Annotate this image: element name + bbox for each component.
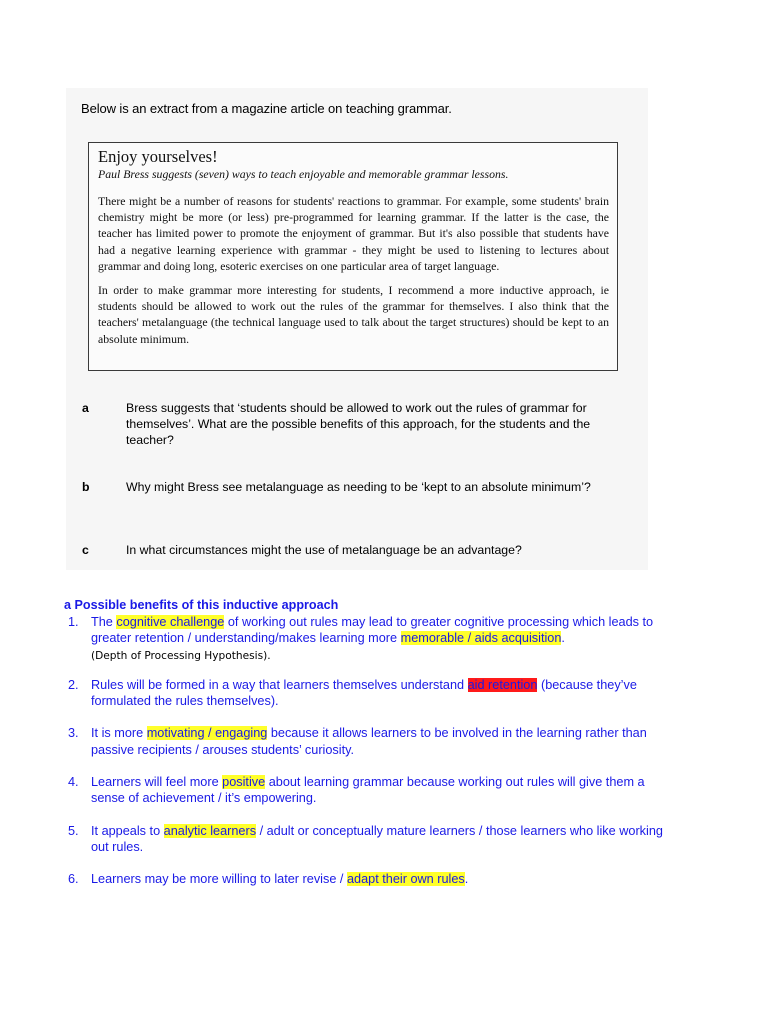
article-paragraph: In order to make grammar more interesting for students, I recommend a more inductive approach, ie students should be allowed to work out the rules of the grammar for themselves. I also think that the teachers' metalanguage (the technical language used to talk about the target structures) should be kept to an absolute minimum. [98, 283, 609, 346]
list-item [64, 725, 674, 758]
item-number: 2. [68, 677, 79, 692]
question-letter: a [82, 401, 89, 415]
item-text: (because they’ve formulated the rules themselves). [91, 677, 637, 709]
highlight: positive [222, 775, 266, 790]
list-item [64, 871, 674, 887]
item-number: 4. [68, 775, 79, 790]
extract-intro: Below is an extract from a magazine article on teaching grammar. [81, 101, 452, 116]
item-text: . [561, 631, 565, 646]
highlight: adapt their own rules [346, 872, 465, 887]
question-text: Why might Bress see metalanguage as needing to be ‘kept to an absolute minimum’? [126, 480, 591, 494]
highlight: cognitive challenge [116, 615, 225, 629]
item-text: The [91, 615, 117, 629]
item-number: 5. [68, 823, 79, 838]
item-text: It appeals to [91, 823, 164, 838]
highlight: aid retention [467, 677, 538, 692]
article-subtitle: Paul Bress suggests (seven) ways to teach enjoyable and memorable grammar lessons. [98, 167, 509, 181]
article-paragraph: There might be a number of reasons for students' reactions to grammar. For example, some students' brain chemistry might be more (or less) pre-programmed for learning grammar. If the latter is the case, the teacher has limited power to promote the enjoyment of grammar. But it's also possible that students have had a negative learning experience with grammar - they might be used to listening to lectures about grammar and doing long, esoteric exercises on one particular area of target language. [98, 194, 609, 273]
highlight: motivating / engaging [146, 726, 268, 741]
question-letter: b [82, 480, 90, 494]
item-text: Learners will feel more [91, 775, 223, 790]
item-text: . [464, 872, 469, 887]
answers-heading: a Possible benefits of this inductive approach [64, 598, 339, 612]
item-number: 6. [68, 872, 79, 887]
item-text: Learners may be more willing to later revise / [91, 872, 347, 887]
article-box [88, 142, 618, 371]
item-note: (Depth of Processing Hypothesis). [91, 649, 271, 662]
list-item [64, 774, 674, 807]
item-text: / adult or conceptually mature learners / those learners who like working out rules. [91, 823, 663, 854]
item-number: 1. [68, 615, 79, 629]
question-text: Bress suggests that ‘students should be allowed to work out the rules of grammar for themselves’. What are the possible benefits of this approach, for the students and the teacher? [126, 401, 591, 447]
item-text: It is more [91, 726, 147, 741]
item-number: 3. [68, 726, 79, 741]
item-text: because it allows learners to be involved in the learning rather than passive recipients / arouses students’ curiosity. [91, 726, 647, 757]
list-item [64, 614, 674, 664]
list-item [64, 677, 674, 710]
article-title: Enjoy yourselves! [98, 147, 218, 166]
highlight: analytic learners [163, 823, 257, 838]
answers-list [64, 614, 674, 888]
item-text: of working out rules may lead to greater cognitive processing which leads to greater retention / understanding/makes learning more [91, 615, 654, 646]
item-text: about learning grammar because working out rules will give them a sense of achievement / it’s empowering. [91, 775, 645, 806]
item-text: Rules will be formed in a way that learners themselves understand [91, 677, 468, 692]
highlight: memorable / aids acquisition [400, 631, 562, 646]
question-letter: c [82, 543, 89, 557]
question-text: In what circumstances might the use of metalanguage be an advantage? [126, 543, 522, 557]
list-item [64, 823, 674, 856]
answers-section [64, 598, 674, 888]
